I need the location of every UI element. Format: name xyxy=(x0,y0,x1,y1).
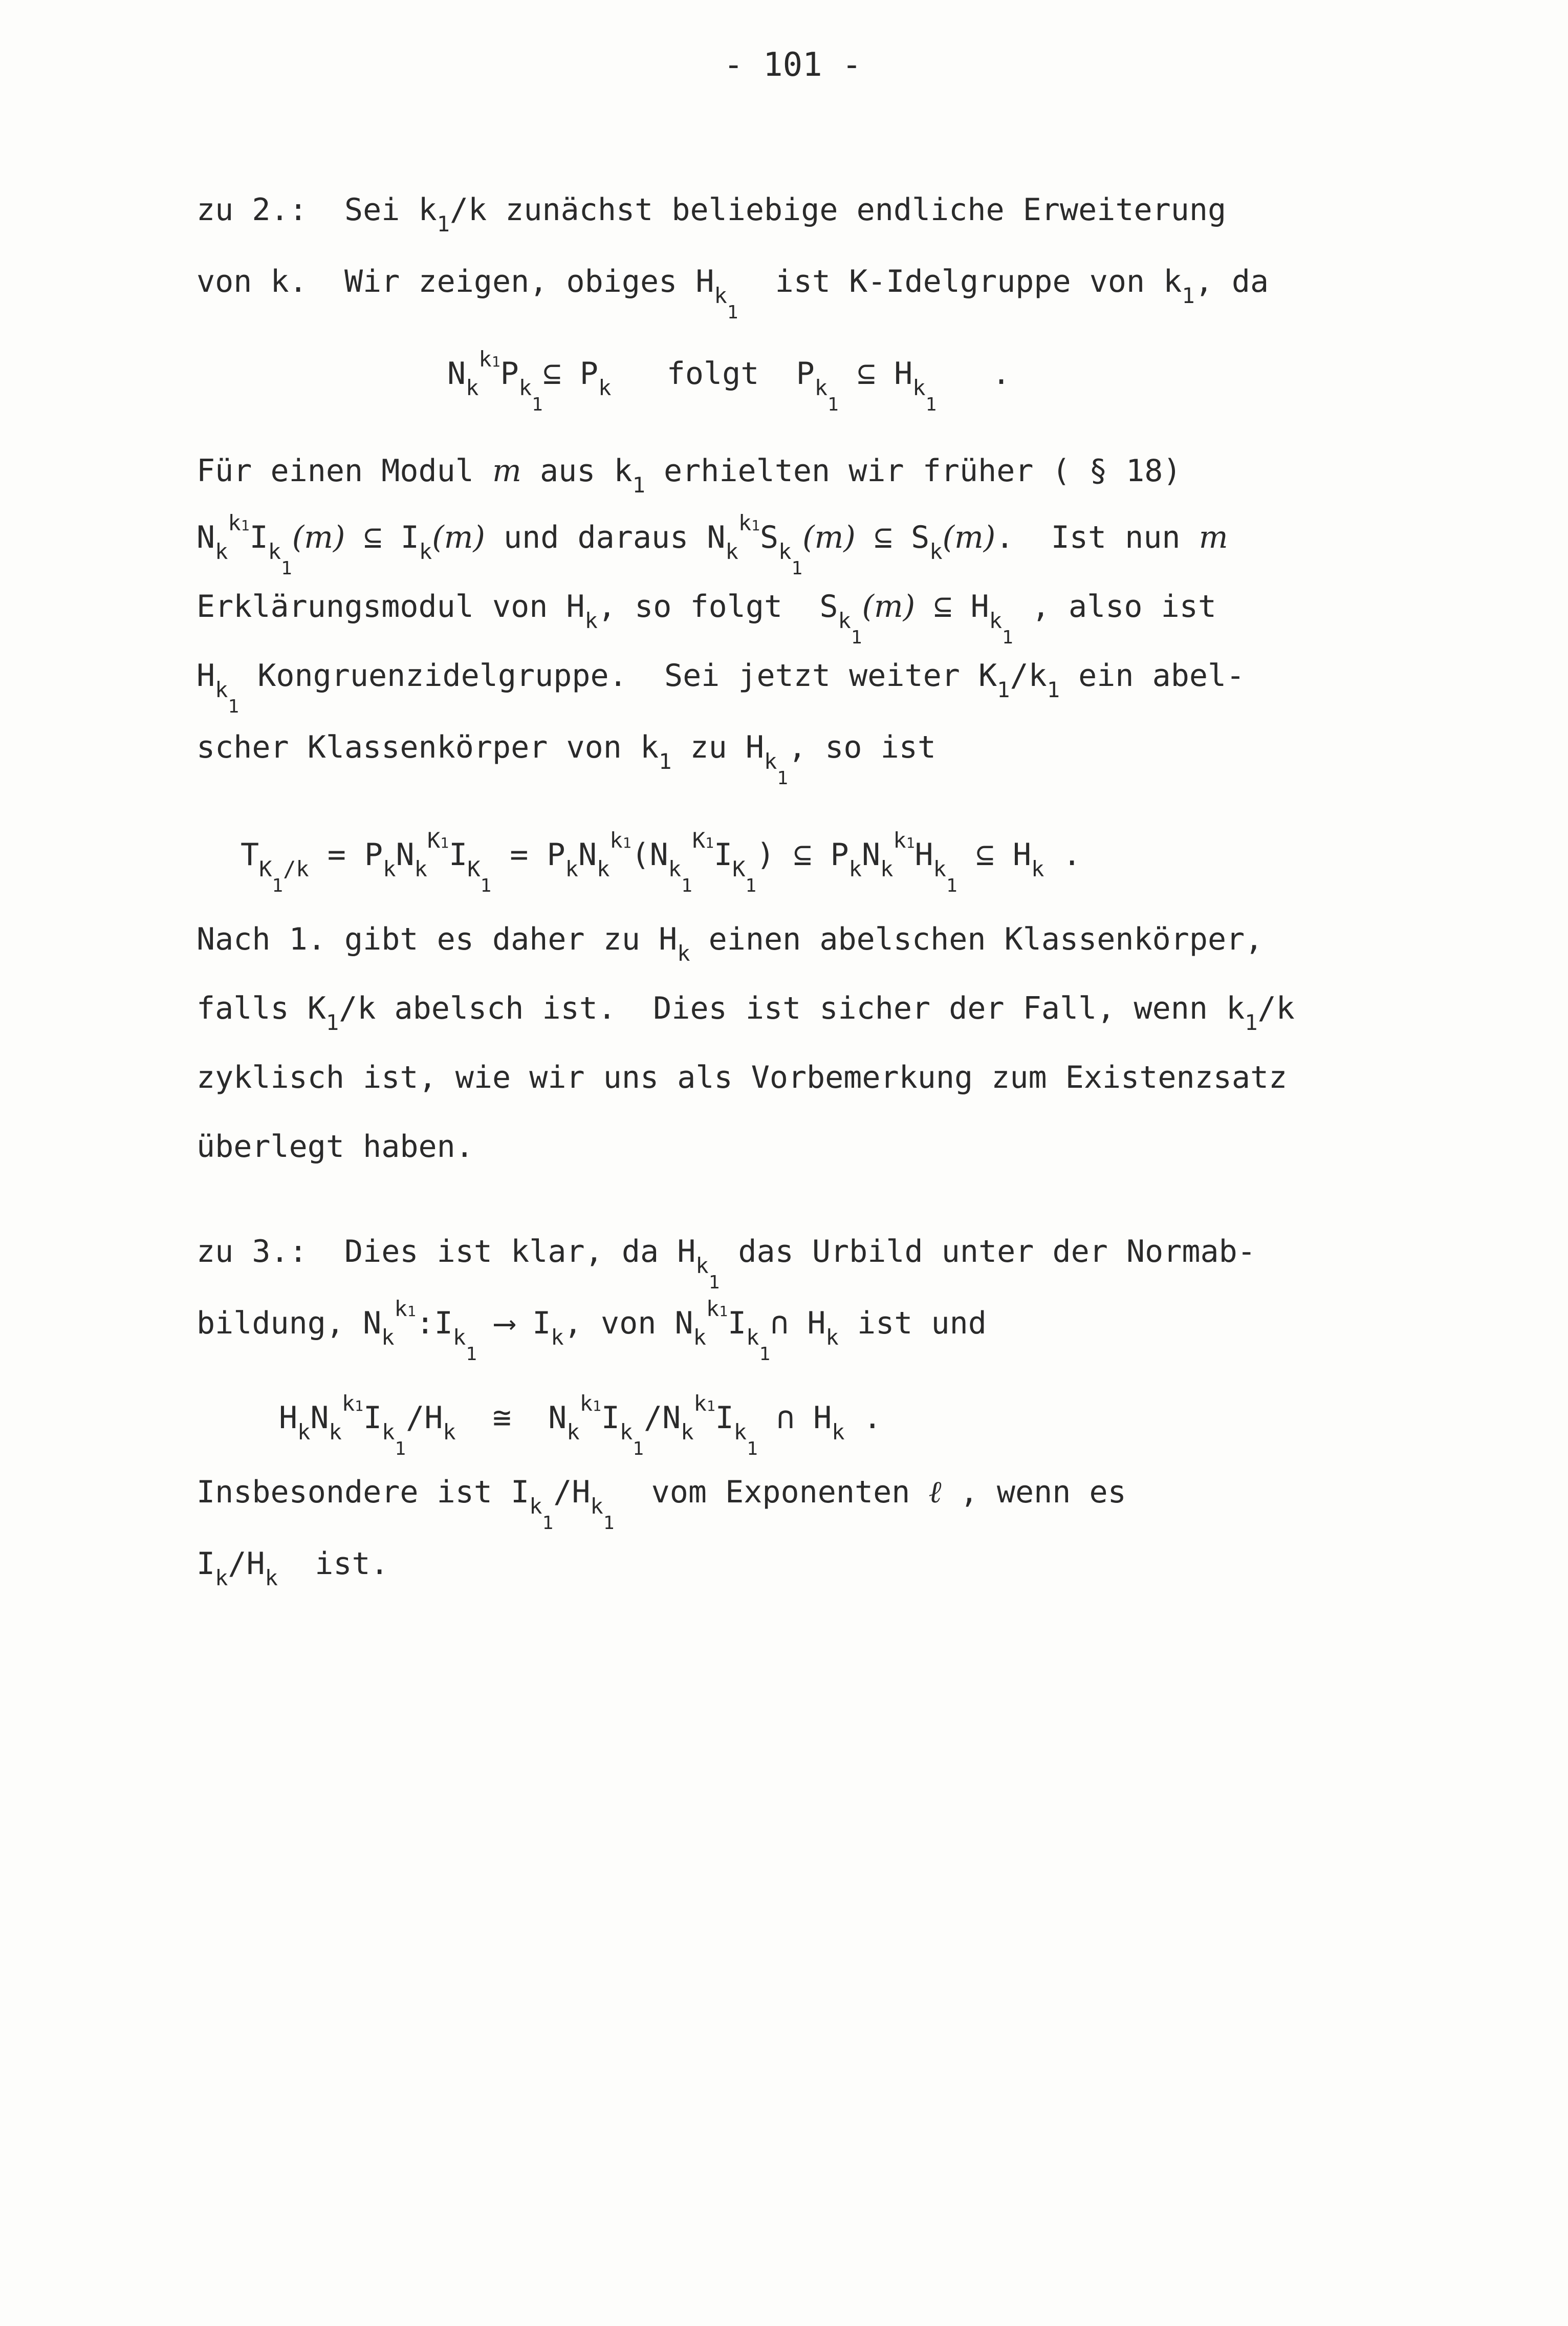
part2-line-5: $N_k^{k1}I_{k1}(m)$ ⊆ $I_k(m)$ und daraus $N_k^{k1}S_{k1}(m)$ ⊆ $S_k(m)$. Ist nun m xyxy=(197,510,1228,579)
part2-line-2: von k. Wir zeigen, obiges $H_{k1}$ ist K-Idelgruppe von $k_1$, da xyxy=(197,264,1269,323)
part3-formula-iso: $H_kN_k^{k1}I_{k1}/H_k$ ≅ $N_k^{k1}I_{k1}/N_k^{k1}I_{k1}$ ∩ $H_k$ . xyxy=(279,1391,882,1459)
page-number: - 101 - xyxy=(724,46,862,84)
part2-l1-text: zu 2.: Sei $k_1/k$ zunächst beliebige endliche Erweiterung xyxy=(197,192,1227,236)
part2-line-7: $H_{k1}$ Kongruenzidelgruppe. Sei jetzt weiter $K_1/k_1$ ein abel- xyxy=(197,658,1245,717)
part2-line-4: Für einen Modul m aus $k_1$ erhielten wir früher ( § 18) xyxy=(197,453,1182,498)
part3-line-1: zu 3.: Dies ist klar, da $H_{k1}$ das Urbild unter der Normab- xyxy=(197,1234,1256,1293)
part2-formula-norm-p: $N_k^{k1}P_{k1}⊆$ $P_k$ folgt $P_{k1}$ ⊆ $H_{k1}$ . xyxy=(447,347,1011,415)
part2-line-10: Nach 1. gibt es daher zu $H_k$ einen abelschen Klassenkörper, xyxy=(197,921,1264,966)
part3-line-5: $I_k/H_k$ ist. xyxy=(197,1546,389,1590)
part2-formula-tk: $T_{K1/k} = P_kN_k^{K1}I_{K1} = P_kN_k^{k1}(N_{k1}^{K1}I_{K1})$ ⊆ $P_kN_k^{k1}H_{k1}$ ⊆ $H_k$ . xyxy=(241,828,1081,896)
part2-line-11: falls $K_1/k$ abelsch ist. Dies ist sicher der Fall, wenn $k_1/k$ xyxy=(197,990,1295,1035)
part2-line-8: scher Klassenkörper von $k_1$ zu $H_{k1}$, so ist xyxy=(197,729,936,789)
part2-line-6: Erklärungsmodul von $H_k$, so folgt $S_{k1}(m)$ ⊆ $H_{k1}$ , also ist xyxy=(197,589,1217,648)
part3-line-2: bildung, $N_k^{k1}:I_{k1}$ ⟶ $I_k$, von $N_k^{k1}I_{k1}\cap$ $H_k$ ist und xyxy=(197,1296,987,1365)
part2-line-1 xyxy=(197,192,1227,236)
part2-line-13: überlegt haben. xyxy=(197,1129,474,1165)
part3-line-4: Insbesondere ist $I_{k1}/H_{k1}$ vom Exponenten ℓ , wenn es xyxy=(197,1474,1126,1534)
part2-line-12: zyklisch ist, wie wir uns als Vorbemerkung zum Existenzsatz xyxy=(197,1060,1288,1095)
